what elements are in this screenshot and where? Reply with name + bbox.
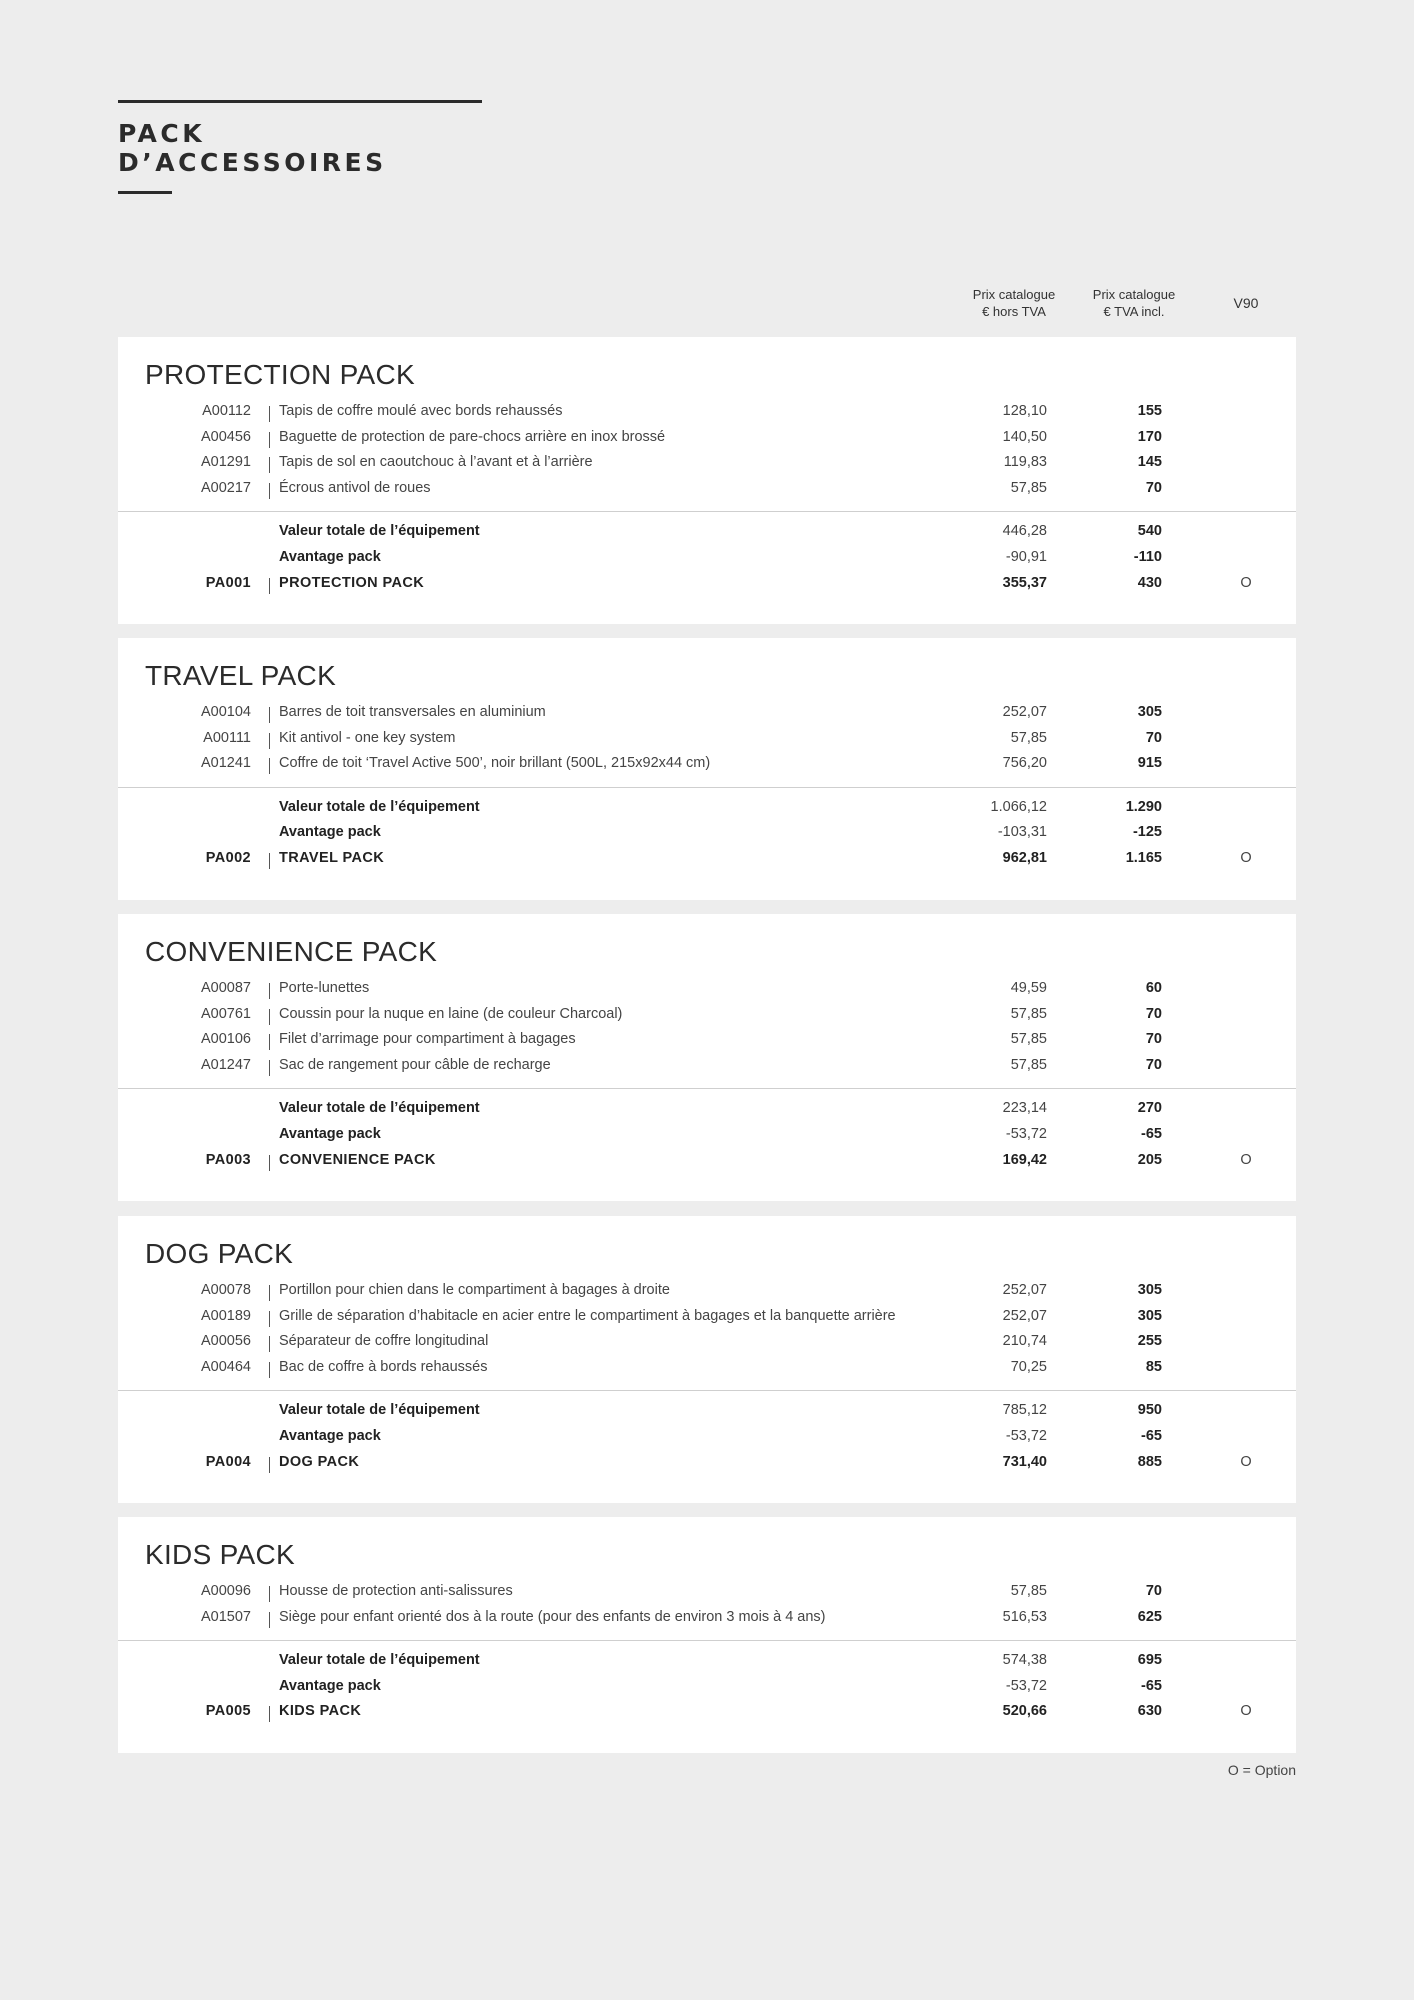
column-separator xyxy=(269,983,270,999)
pack-totals xyxy=(118,1652,1296,1729)
total-value-label: Valeur totale de l’équipement xyxy=(279,1652,480,1669)
total-price-incl-vat: 1.290 xyxy=(1125,798,1162,815)
option-marker: O xyxy=(1240,849,1252,866)
item-description: Sac de rangement pour câble de recharge xyxy=(279,1056,551,1073)
item-description: Kit antivol - one key system xyxy=(279,729,456,746)
advantage-price-incl-vat: -65 xyxy=(1141,1427,1162,1444)
pack-price-excl-vat: 520,66 xyxy=(1002,1703,1047,1720)
total-value-label: Valeur totale de l’équipement xyxy=(279,1100,480,1117)
price-incl-vat: 155 xyxy=(1137,403,1162,419)
total-value-row xyxy=(118,1652,1296,1678)
pack-price-incl-vat: 205 xyxy=(1137,1151,1162,1168)
item-description: Siège pour enfant orienté dos à la route (pour des enfants de environ 3 mois à 4 ans) xyxy=(279,1608,826,1625)
pack-price-incl-vat: 1.165 xyxy=(1125,849,1162,866)
price-incl-vat: 70 xyxy=(1145,1005,1162,1022)
advantage-price-excl-vat: -103,31 xyxy=(997,824,1047,841)
pack-items xyxy=(118,1583,1296,1634)
column-separator xyxy=(269,1034,270,1050)
price-excl-vat: 140,50 xyxy=(1002,428,1047,445)
legend: O = Option xyxy=(1227,1762,1296,1778)
column-separator xyxy=(269,1457,270,1473)
column-separator xyxy=(269,578,270,594)
item-code: A00112 xyxy=(202,403,251,419)
price-excl-vat: 516,53 xyxy=(1002,1608,1047,1625)
price-excl-vat: 57,85 xyxy=(1010,1031,1047,1048)
price-excl-vat: 128,10 xyxy=(1002,403,1047,419)
item-row xyxy=(118,1282,1296,1308)
option-marker: O xyxy=(1240,1453,1252,1470)
column-separator xyxy=(269,1155,270,1171)
price-incl-vat: 305 xyxy=(1137,1307,1162,1324)
item-code: A01507 xyxy=(201,1608,251,1625)
pack-code: PA005 xyxy=(205,1703,251,1720)
column-separator xyxy=(269,853,270,869)
pack-final-row xyxy=(118,1703,1296,1729)
item-code: A00056 xyxy=(201,1333,251,1350)
price-excl-vat: 756,20 xyxy=(1002,755,1047,772)
total-value-row xyxy=(118,1100,1296,1126)
price-incl-vat: 915 xyxy=(1137,755,1162,772)
item-description: Housse de protection anti-salissures xyxy=(279,1583,513,1599)
header-rule xyxy=(118,100,482,103)
column-separator xyxy=(269,733,270,749)
item-row xyxy=(118,429,1296,455)
pack-code: PA002 xyxy=(205,849,251,866)
total-price-excl-vat: 574,38 xyxy=(1002,1652,1047,1669)
item-description: Écrous antivol de roues xyxy=(279,479,431,496)
price-incl-vat: 305 xyxy=(1137,704,1162,720)
item-row xyxy=(118,755,1296,781)
price-excl-vat: 57,85 xyxy=(1010,1005,1047,1022)
pack-divider xyxy=(118,1088,1296,1089)
item-code: A00464 xyxy=(201,1358,251,1375)
col-header-price-incl-line2: € TVA incl. xyxy=(1103,304,1165,319)
item-description: Baguette de protection de pare-chocs arrière en inox brossé xyxy=(279,428,666,445)
total-price-excl-vat: 446,28 xyxy=(1002,523,1047,540)
item-row xyxy=(118,730,1296,756)
column-headers xyxy=(0,286,1414,326)
price-incl-vat: 70 xyxy=(1145,1056,1162,1073)
item-description: Barres de toit transversales en aluminium xyxy=(279,704,546,720)
item-row xyxy=(118,1308,1296,1334)
pack-card xyxy=(118,1517,1296,1753)
pack-price-incl-vat: 430 xyxy=(1137,574,1162,591)
item-description: Coussin pour la nuque en laine (de couleur Charcoal) xyxy=(279,1005,623,1022)
item-description: Tapis de coffre moulé avec bords rehaussés xyxy=(279,403,563,419)
advantage-price-incl-vat: -65 xyxy=(1141,1125,1162,1142)
price-excl-vat: 57,85 xyxy=(1010,1583,1047,1599)
pack-advantage-label: Avantage pack xyxy=(279,1125,381,1142)
pack-advantage-label: Avantage pack xyxy=(279,1677,381,1694)
pack-final-row xyxy=(118,575,1296,601)
column-separator xyxy=(269,1285,270,1301)
pack-final-label: KIDS PACK xyxy=(279,1703,362,1720)
total-price-incl-vat: 950 xyxy=(1137,1402,1162,1419)
item-code: A00096 xyxy=(201,1583,251,1599)
advantage-price-incl-vat: -125 xyxy=(1132,824,1162,841)
item-row xyxy=(118,1006,1296,1032)
pack-divider xyxy=(118,1390,1296,1391)
pack-final-row xyxy=(118,1454,1296,1480)
column-separator xyxy=(269,457,270,473)
price-incl-vat: 170 xyxy=(1137,428,1162,445)
advantage-price-incl-vat: -65 xyxy=(1141,1677,1162,1694)
price-excl-vat: 57,85 xyxy=(1010,479,1047,496)
pack-card xyxy=(118,1216,1296,1503)
pack-final-label: CONVENIENCE PACK xyxy=(279,1151,436,1168)
item-row xyxy=(118,1057,1296,1083)
item-code: A00104 xyxy=(201,704,251,720)
price-excl-vat: 210,74 xyxy=(1002,1333,1047,1350)
pack-title: PROTECTION PACK xyxy=(145,359,416,390)
col-header-price-incl xyxy=(1074,286,1194,320)
total-price-incl-vat: 695 xyxy=(1137,1652,1162,1669)
pack-divider xyxy=(118,1640,1296,1641)
item-row xyxy=(118,454,1296,480)
pack-price-excl-vat: 731,40 xyxy=(1002,1453,1047,1470)
total-value-row xyxy=(118,523,1296,549)
price-excl-vat: 57,85 xyxy=(1010,1056,1047,1073)
advantage-price-incl-vat: -110 xyxy=(1133,548,1162,565)
pack-advantage-row xyxy=(118,1678,1296,1704)
column-separator xyxy=(269,432,270,448)
item-code: A00189 xyxy=(201,1307,251,1324)
total-value-row xyxy=(118,1402,1296,1428)
pack-code: PA001 xyxy=(205,574,251,591)
total-price-incl-vat: 270 xyxy=(1137,1100,1162,1117)
col-header-model: V90 xyxy=(1233,295,1259,311)
pack-final-row xyxy=(118,1152,1296,1178)
pack-price-incl-vat: 630 xyxy=(1137,1703,1162,1720)
pack-final-label: TRAVEL PACK xyxy=(279,849,385,866)
pack-items xyxy=(118,704,1296,781)
column-separator xyxy=(269,707,270,723)
column-separator xyxy=(269,406,270,422)
price-incl-vat: 625 xyxy=(1137,1608,1162,1625)
pack-price-incl-vat: 885 xyxy=(1137,1453,1162,1470)
pack-final-label: PROTECTION PACK xyxy=(279,574,425,591)
item-description: Séparateur de coffre longitudinal xyxy=(279,1333,489,1350)
item-row xyxy=(118,480,1296,506)
pack-code: PA004 xyxy=(205,1453,251,1470)
pack-advantage-label: Avantage pack xyxy=(279,548,381,565)
price-incl-vat: 85 xyxy=(1145,1358,1162,1375)
item-description: Filet d’arrimage pour compartiment à bagages xyxy=(279,1031,576,1048)
item-description: Grille de séparation d’habitacle en acier entre le compartiment à bagages et la banquette arrière xyxy=(279,1307,896,1324)
pack-totals xyxy=(118,799,1296,876)
pack-final-label: DOG PACK xyxy=(279,1453,360,1470)
option-marker: O xyxy=(1240,1703,1252,1720)
total-value-label: Valeur totale de l’équipement xyxy=(279,798,480,815)
page-header xyxy=(118,100,482,194)
column-separator xyxy=(269,1706,270,1722)
total-value-row xyxy=(118,799,1296,825)
item-description: Portillon pour chien dans le compartiment à bagages à droite xyxy=(279,1282,670,1298)
item-code: A00456 xyxy=(201,428,251,445)
pack-title: DOG PACK xyxy=(145,1238,294,1269)
item-description: Porte-lunettes xyxy=(279,980,370,996)
pack-items xyxy=(118,1282,1296,1384)
price-incl-vat: 305 xyxy=(1137,1282,1162,1298)
item-row xyxy=(118,1583,1296,1609)
price-incl-vat: 60 xyxy=(1145,980,1162,996)
price-incl-vat: 70 xyxy=(1145,729,1162,746)
price-excl-vat: 49,59 xyxy=(1010,980,1047,996)
column-separator xyxy=(269,483,270,499)
item-code: A00761 xyxy=(201,1005,251,1022)
pack-final-row xyxy=(118,850,1296,876)
column-separator xyxy=(269,1362,270,1378)
pack-divider xyxy=(118,511,1296,512)
price-excl-vat: 119,83 xyxy=(1003,454,1047,471)
item-row xyxy=(118,704,1296,730)
total-price-excl-vat: 223,14 xyxy=(1002,1100,1047,1117)
price-incl-vat: 145 xyxy=(1137,454,1162,471)
price-excl-vat: 70,25 xyxy=(1010,1358,1047,1375)
total-value-label: Valeur totale de l’équipement xyxy=(279,1402,480,1419)
column-separator xyxy=(269,1009,270,1025)
price-excl-vat: 252,07 xyxy=(1002,1282,1047,1298)
pack-advantage-row xyxy=(118,824,1296,850)
pack-advantage-row xyxy=(118,1126,1296,1152)
total-price-excl-vat: 1.066,12 xyxy=(990,798,1047,815)
price-excl-vat: 252,07 xyxy=(1002,1307,1047,1324)
price-incl-vat: 70 xyxy=(1145,479,1162,496)
col-header-price-excl-line1: Prix catalogue xyxy=(972,287,1056,302)
item-row xyxy=(118,1609,1296,1635)
pack-items xyxy=(118,980,1296,1082)
col-header-price-excl xyxy=(954,286,1074,320)
price-excl-vat: 57,85 xyxy=(1010,729,1047,746)
item-code: A00078 xyxy=(201,1282,251,1298)
item-code: A01241 xyxy=(201,755,251,772)
pack-totals xyxy=(118,523,1296,600)
item-row xyxy=(118,980,1296,1006)
price-incl-vat: 255 xyxy=(1137,1333,1162,1350)
item-code: A01247 xyxy=(201,1056,251,1073)
pack-advantage-row xyxy=(118,549,1296,575)
pack-title: TRAVEL PACK xyxy=(145,660,337,691)
column-separator xyxy=(269,1612,270,1628)
pack-totals xyxy=(118,1100,1296,1177)
advantage-price-excl-vat: -53,72 xyxy=(1005,1677,1047,1694)
pack-advantage-label: Avantage pack xyxy=(279,824,381,841)
column-separator xyxy=(269,1060,270,1076)
advantage-price-excl-vat: -53,72 xyxy=(1005,1125,1047,1142)
pack-items xyxy=(118,403,1296,505)
option-marker: O xyxy=(1240,1151,1252,1168)
item-code: A01291 xyxy=(201,454,251,471)
advantage-price-excl-vat: -90,91 xyxy=(1005,548,1047,565)
item-row xyxy=(118,1333,1296,1359)
pack-price-excl-vat: 169,42 xyxy=(1002,1151,1047,1168)
item-code: A00111 xyxy=(203,729,251,746)
item-row xyxy=(118,1031,1296,1057)
pack-card xyxy=(118,914,1296,1201)
option-marker: O xyxy=(1240,574,1252,591)
item-row xyxy=(118,1359,1296,1385)
page-title: PACK D’ACCESSOIRES xyxy=(118,119,387,177)
column-separator xyxy=(269,758,270,774)
item-code: A00106 xyxy=(201,1031,251,1048)
col-header-price-excl-line2: € hors TVA xyxy=(982,304,1046,319)
pack-advantage-row xyxy=(118,1428,1296,1454)
total-price-incl-vat: 540 xyxy=(1137,523,1162,540)
column-separator xyxy=(269,1311,270,1327)
pack-divider xyxy=(118,787,1296,788)
price-excl-vat: 252,07 xyxy=(1002,704,1047,720)
price-incl-vat: 70 xyxy=(1145,1031,1162,1048)
total-price-excl-vat: 785,12 xyxy=(1002,1402,1047,1419)
item-code: A00087 xyxy=(201,980,251,996)
pack-title: CONVENIENCE PACK xyxy=(145,936,438,967)
pack-card xyxy=(118,638,1296,900)
pack-totals xyxy=(118,1402,1296,1479)
item-code: A00217 xyxy=(201,479,251,496)
pack-card xyxy=(118,337,1296,624)
title-underline xyxy=(118,191,172,194)
column-separator xyxy=(269,1336,270,1352)
item-description: Bac de coffre à bords rehaussés xyxy=(279,1358,488,1375)
pack-title: KIDS PACK xyxy=(145,1539,296,1570)
pack-price-excl-vat: 962,81 xyxy=(1002,849,1047,866)
item-description: Coffre de toit ‘Travel Active 500’, noir brillant (500L, 215x92x44 cm) xyxy=(279,755,711,772)
pack-code: PA003 xyxy=(205,1151,251,1168)
pack-price-excl-vat: 355,37 xyxy=(1002,574,1047,591)
item-row xyxy=(118,403,1296,429)
col-header-price-incl-line1: Prix catalogue xyxy=(1092,287,1176,302)
column-separator xyxy=(269,1586,270,1602)
total-value-label: Valeur totale de l’équipement xyxy=(279,523,480,540)
item-description: Tapis de sol en caoutchouc à l’avant et à l’arrière xyxy=(279,454,593,471)
advantage-price-excl-vat: -53,72 xyxy=(1005,1427,1047,1444)
price-incl-vat: 70 xyxy=(1145,1583,1162,1599)
pack-advantage-label: Avantage pack xyxy=(279,1427,381,1444)
